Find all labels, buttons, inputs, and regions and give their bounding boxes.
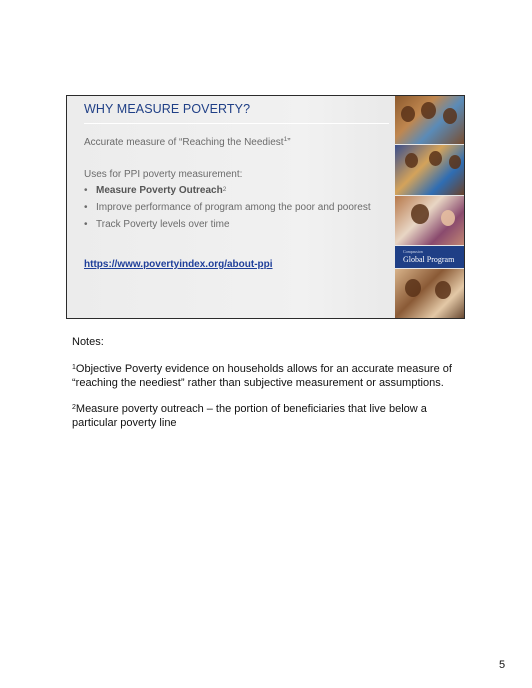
brand-banner	[395, 246, 465, 268]
brand-name: Global Program	[403, 255, 455, 264]
children-photo	[395, 96, 465, 144]
page-number: 5	[499, 659, 506, 671]
intro-close-quote: ”	[287, 137, 291, 148]
slide-text-area	[67, 96, 395, 318]
girls-photo	[395, 269, 465, 319]
bullet-icon: •	[84, 219, 88, 230]
title-divider	[84, 123, 389, 124]
bullet-item	[84, 199, 371, 216]
intro-superscript: 1	[283, 136, 288, 143]
uses-bullet-list	[84, 182, 371, 233]
bullet-icon: •	[84, 185, 88, 196]
note-1	[72, 362, 472, 390]
note-1-text: Objective Poverty evidence on households allows for an accurate measure of “reaching the neediest” rather than subjective measurement or assumptions.	[72, 363, 452, 389]
ppi-link[interactable]: https://www.povertyindex.org/about-ppi	[84, 259, 273, 270]
intro-line	[84, 137, 291, 148]
note-2	[72, 402, 472, 430]
note-2-superscript: 2	[72, 404, 76, 411]
bullet-text: Track Poverty levels over time	[96, 219, 230, 230]
note-1-superscript: 1	[72, 364, 76, 371]
slide-title: WHY MEASURE POVERTY?	[84, 102, 251, 116]
bullet-item	[84, 182, 371, 199]
bullet-text: Measure Poverty Outreach	[96, 185, 223, 196]
intro-text: Accurate measure of “Reaching the Neediest	[84, 137, 284, 148]
slide-thumbnail	[66, 95, 465, 319]
photo-strip	[395, 96, 465, 319]
bullet-icon: •	[84, 202, 88, 213]
note-2-text: Measure poverty outreach – the portion of beneficiaries that live below a particular poverty line	[72, 403, 427, 429]
bullet-text: Improve performance of program among the poor and poorest	[96, 202, 371, 213]
mother-child-photo	[395, 196, 465, 245]
bullet-item	[84, 216, 371, 233]
bullet-superscript: 2	[222, 186, 227, 193]
students-photo	[395, 145, 465, 195]
brand-logo-small: Compassion	[403, 249, 423, 254]
notes-label: Notes:	[72, 336, 104, 348]
uses-heading: Uses for PPI poverty measurement:	[84, 169, 243, 180]
